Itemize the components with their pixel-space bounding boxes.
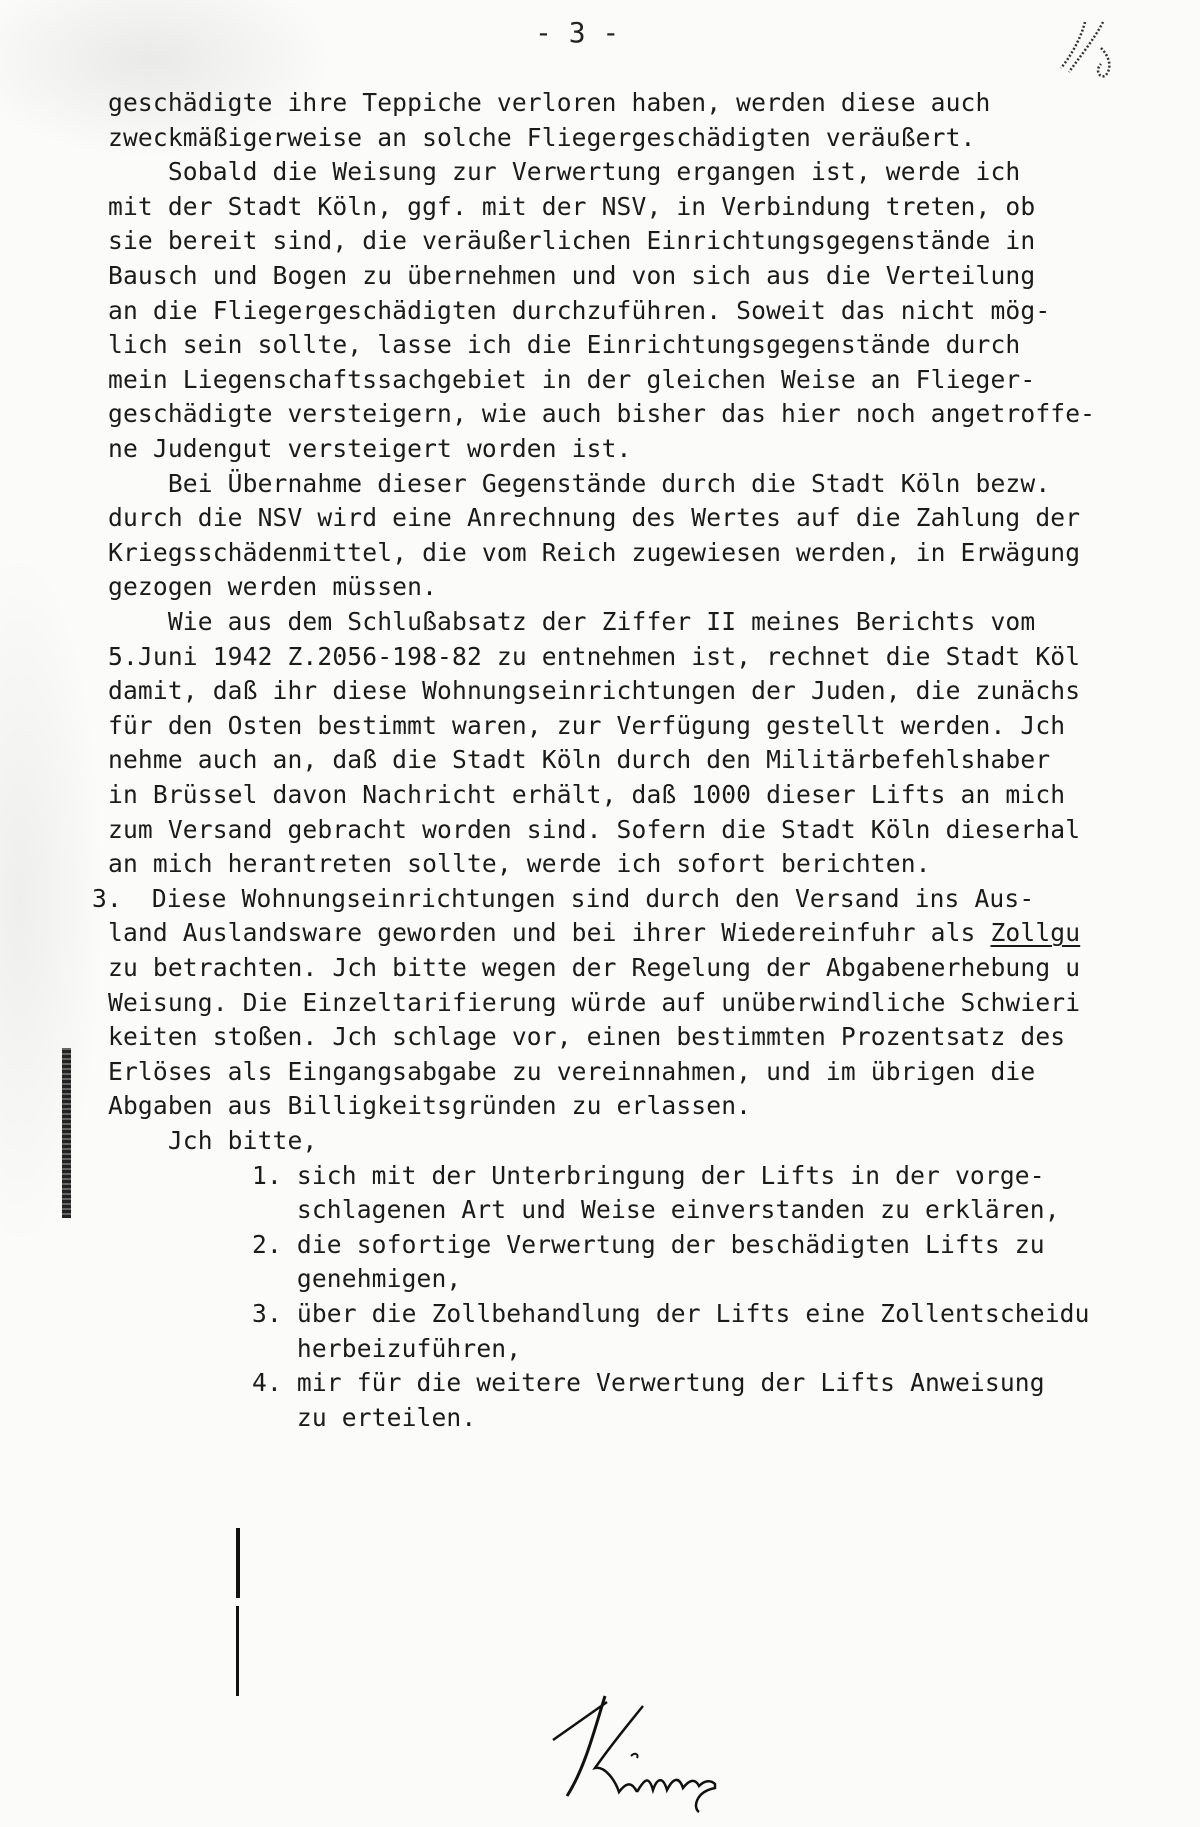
text-line: [108, 918, 1080, 948]
request-item-line: 2. die sofortige Verwertung der beschädigten Lifts zu: [252, 1229, 1045, 1259]
text-line: Bei Übernahme dieser Gegenstände durch die Stadt Köln bezw.: [108, 468, 1051, 498]
request-item-line: genehmigen,: [252, 1264, 462, 1294]
text-line: Sobald die Weisung zur Verwertung ergangen ist, werde ich: [108, 157, 1021, 187]
text-line: Wie aus dem Schlußabsatz der Ziffer II meines Berichts vom: [108, 607, 1036, 636]
text-line: Weisung. Die Einzeltarifierung würde auf unüberwindliche Schwieri: [108, 987, 1081, 1017]
margin-bar-request4: [236, 1606, 239, 1696]
text-line: Bausch und Bogen zu übernehmen und von sich aus die Verteilung: [108, 261, 1036, 290]
request-item-line: 1. sich mit der Unterbringung der Lifts in der vorge-: [252, 1160, 1045, 1190]
request-item-line: schlagenen Art und Weise einverstanden zu erklären,: [252, 1195, 1060, 1225]
text-line: gezogen werden müssen.: [108, 572, 438, 602]
text-line: 5.Juni 1942 Z.2056-198-82 zu entnehmen ist, rechnet die Stadt Köl: [108, 641, 1081, 671]
text-line: nehme auch an, daß die Stadt Köln durch den Militärbefehlshaber: [108, 745, 1051, 775]
text-line: an mich herantreten sollte, werde ich sofort berichten.: [108, 849, 931, 879]
request-item-line: herbeizuführen,: [252, 1333, 522, 1363]
request-item-line: 4. mir für die weitere Verwertung der Lifts Anweisung: [252, 1368, 1045, 1398]
text-line: in Brüssel davon Nachricht erhält, daß 1000 dieser Lifts an mich: [108, 780, 1066, 809]
text-line: durch die NSV wird eine Anrechnung des Wertes auf die Zahlung der: [108, 503, 1081, 533]
margin-bar-request3: [236, 1528, 240, 1598]
text-line: Kriegsschädenmittel, die vom Reich zugewiesen werden, in Erwägung: [108, 537, 1081, 567]
signature-image: [545, 1688, 775, 1818]
text-line: mein Liegenschaftssachgebiet in der gleichen Weise an Flieger-: [108, 364, 1036, 394]
text-line: geschädigte ihre Teppiche verloren haben, werden diese auch: [108, 88, 991, 117]
request-intro: Jch bitte,: [108, 1126, 318, 1155]
text-line: zum Versand gebracht worden sind. Sofern die Stadt Köln dieserhal: [108, 814, 1081, 844]
text-line: ne Judengut versteigert worden ist.: [108, 434, 632, 463]
text-line: mit der Stadt Köln, ggf. mit der NSV, in Verbindung treten, ob: [108, 191, 1036, 221]
text-line: damit, daß ihr diese Wohnungseinrichtungen der Juden, die zunächs: [108, 676, 1081, 706]
text-line: an die Fliegergeschädigten durchzuführen. Soweit das nicht mög-: [108, 295, 1051, 325]
text-line: für den Osten bestimmt waren, zur Verfügung gestellt werden. Jch: [108, 710, 1066, 740]
text-line: geschädigte versteigern, wie auch bisher das hier noch angetroffe-: [108, 399, 1096, 429]
margin-mark-section3: [62, 1048, 71, 1218]
section-3-heading-line: 3. Diese Wohnungseinrichtungen sind durch den Versand ins Aus-: [92, 883, 1035, 913]
underlined-text: Zollgu: [990, 918, 1081, 948]
text-line: keiten stoßen. Jch schlage vor, einen bestimmten Prozentsatz des: [108, 1022, 1066, 1052]
text-line: Abgaben aus Billigkeitsgründen zu erlassen.: [108, 1091, 752, 1121]
folio-mark-handwritten: [1055, 18, 1135, 88]
text-line: Erlöses als Eingangsabgabe zu vereinnahmen, und im übrigen die: [108, 1056, 1036, 1086]
text-line: sie bereit sind, die veräußerlichen Einrichtungsgegenstände in: [108, 226, 1036, 256]
text-segment: land Auslandsware geworden und bei ihrer Wiedereinfuhr als: [108, 918, 991, 948]
page-number: - 3 -: [535, 16, 620, 49]
text-line: zweckmäßigerweise an solche Fliegergeschädigten veräußert.: [108, 122, 976, 152]
request-item-line: zu erteilen.: [252, 1402, 477, 1432]
text-line: lich sein sollte, lasse ich die Einrichtungsgegenstände durch: [108, 330, 1021, 360]
text-line: zu betrachten. Jch bitte wegen der Regelung der Abgabenerhebung u: [108, 953, 1081, 982]
request-item-line: 3. über die Zollbehandlung der Lifts eine Zollentscheidu: [252, 1299, 1090, 1328]
